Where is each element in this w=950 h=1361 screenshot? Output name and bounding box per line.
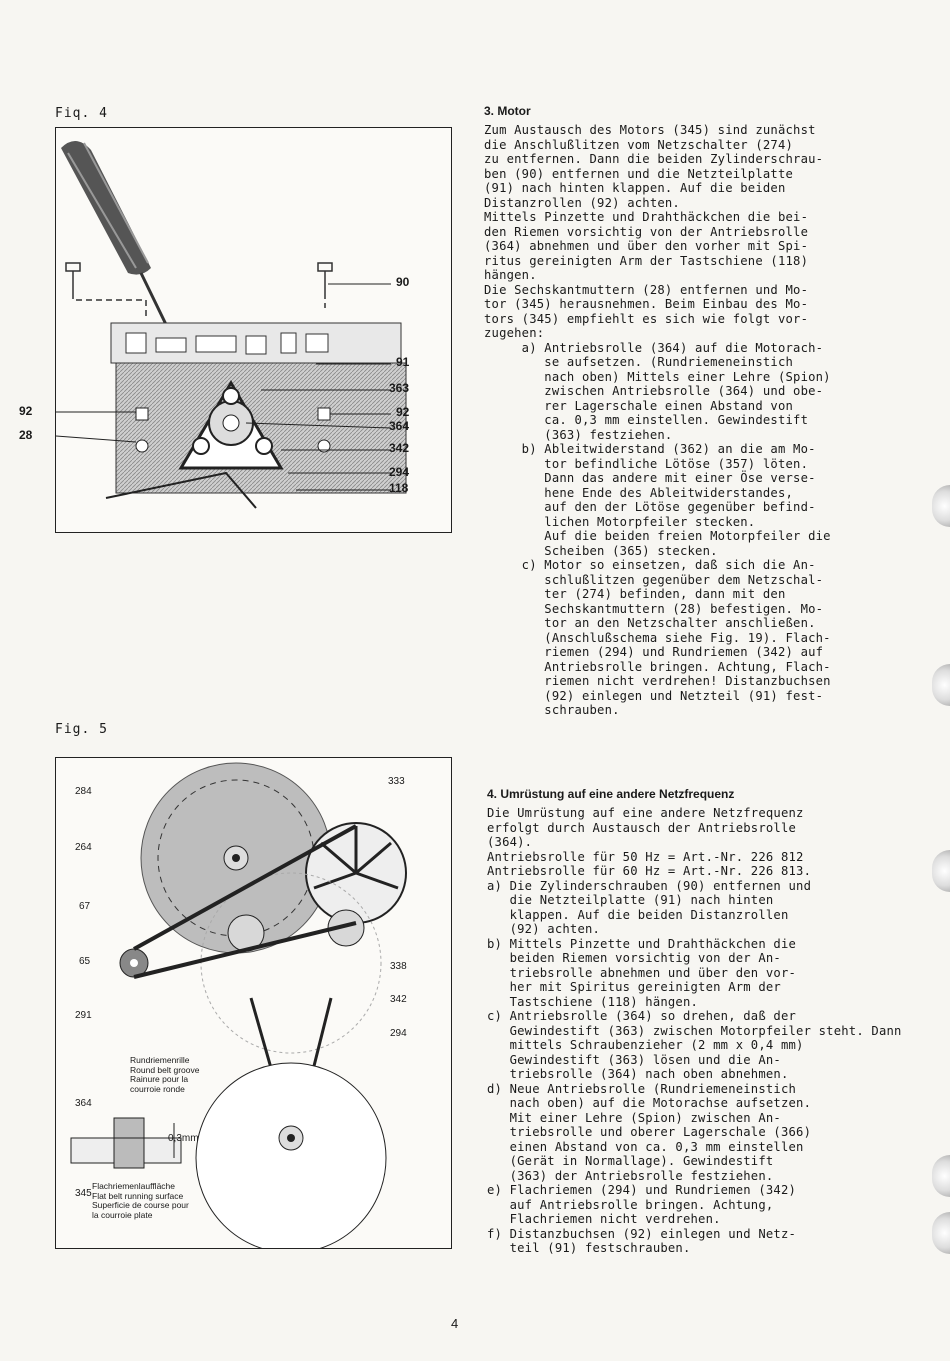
callout-28: 28 (19, 428, 33, 442)
circled-342: 342 (390, 994, 407, 1005)
circled-284: 284 (75, 786, 92, 797)
figure-5-label: Fig. 5 (55, 722, 108, 737)
binder-hole (932, 485, 950, 527)
callout-363: 363 (389, 381, 410, 395)
figure-4-illustration (19, 127, 452, 533)
callout-294: 294 (389, 465, 410, 479)
binder-hole (932, 850, 950, 892)
circled-294: 294 (390, 1028, 407, 1039)
figure-4-label: Fiq. 4 (55, 106, 108, 121)
callout-92-left: 92 (19, 404, 33, 418)
circled-364: 364 (75, 1098, 92, 1109)
figure-5-illustration (55, 757, 452, 1249)
circled-264: 264 (75, 842, 92, 853)
circled-67: 67 (79, 901, 91, 912)
circled-333: 333 (388, 776, 405, 787)
dimension-0-3mm: 0,3mm (168, 1133, 199, 1144)
section-3-text: Zum Austausch des Motors (345) sind zunächst die Anschlußlitzen vom Netzschalter (274) zu entfernen. Dann die beiden Zylinderschrau- ben (90) entfernen und die Netzteilplatte (91) nach hinten klappen. Auf die beiden Distanzrollen (92) achten. Mittels Pinzette und Drahthäckchen die bei- den Riemen vorsichtig von der Antriebsrolle (364) abnehmen und über den vorher mit Spi- ritus gereinigten Arm der Tastschiene (118) hängen. Die Sechskantmuttern (28) entfernen und Mo- tor (345) herausnehmen. Beim Einbau des Mo- tors (345) empfiehlt es sich wie folgt vor- zugehen: a) Antriebsrolle (364) auf die Motorach- se aufsetzen. (Rundriemeneinstich nach oben) Mittels einer Lehre (Spion) zwischen Antriebsrolle (364) und obe- rer Lagerschale einen Abstand von ca. 0,3 mm einstellen. Gewindestift (363) festziehen. b) Ableitwiderstand (362) an die am Mo- tor befindliche Lötöse (357) löten. Dann das andere mit einer Öse verse- hene Ende des Ableitwiderstandes, auf den der Lötöse gegenüber befind- lichen Motorpfeiler stecken. Auf die beiden freien Motorpfeiler die Scheiben (365) stecken. c) Motor so einsetzen, daß sich die An- schlußlitzen gegenüber dem Netzschal- ter (274) befinden, dann mit den Sechskantmuttern (28) befestigen. Mo- tor an den Netzschalter anschließen. (Anschlußschema siehe Fig. 19). Flach- riemen (294) und Rundriemen (342) auf Antriebsrolle bringen. Achtung, Flach- riemen nicht verdrehen! Distanzbuchsen (92) einlegen und Netzteil (91) fest- schrauben. (484, 123, 831, 717)
section-4-text: Die Umrüstung auf eine andere Netzfrequenz erfolgt durch Austausch der Antriebsrolle (364). Antriebsrolle für 50 Hz = Art.-Nr. 226 812 Antriebsrolle für 60 Hz = Art.-Nr. 226 813. a) Die Zylinderschrauben (90) entfernen und die Netzteilplatte (91) nach hinten klappen. Auf die beiden Distanzrollen (92) achten. b) Mittels Pinzette und Drahthäckchen die beiden Riemen vorsichtig von der An- triebsrolle abnehmen und über den vor- her mit Spiritus gereinigten Arm der Tastschiene (118) hängen. c) Antriebsrolle (364) so drehen, daß der Gewindestift (363) zwischen Motorpfeiler steht. Dann mittels Schraubenzieher (2 mm x 0,4 mm) Gewindestift (363) lösen und die An- triebsrolle (364) nach oben abnehmen. d) Neue Antriebsrolle (Rundriemeneinstich nach oben) auf die Motorachse aufsetzen. Mit einer Lehre (Spion) zwischen An- triebsrolle und oberer Lagerschale (366) einen Abstand von ca. 0,3 mm einstellen (Gerät in Normallage). Gewindestift (363) der Antriebsrolle festziehen. e) Flachriemen (294) und Rundriemen (342) auf Antriebsrolle bringen. Achtung, Flachriemen nicht verdrehen. f) Distanzbuchsen (92) einlegen und Netz- teil (91) festschrauben. (487, 806, 902, 1255)
caption-round-belt-groove: Rundriemenrille Round belt groove Rainure pour la courroie ronde (130, 1055, 200, 1094)
section-3-heading: 3. Motor (484, 104, 531, 118)
binder-hole (932, 1212, 950, 1254)
callout-90: 90 (396, 275, 410, 289)
binder-hole (932, 664, 950, 706)
circled-291: 291 (75, 1010, 92, 1021)
callout-118: 118 (389, 481, 409, 495)
circled-345: 345 (75, 1188, 92, 1199)
binder-hole (932, 1155, 950, 1197)
callout-91: 91 (396, 355, 410, 369)
page-number: 4 (451, 1316, 459, 1331)
section-4-heading: 4. Umrüstung auf eine andere Netzfrequenz (487, 787, 735, 801)
circled-65: 65 (79, 956, 91, 967)
caption-flat-belt-surface: Flachriemenlauffläche Flat belt running surface Superficie de course pour la courroie plate (92, 1181, 189, 1220)
callout-364: 364 (389, 419, 410, 433)
circled-338: 338 (390, 961, 407, 972)
callout-92-right: 92 (396, 405, 410, 419)
callout-342: 342 (389, 441, 410, 455)
